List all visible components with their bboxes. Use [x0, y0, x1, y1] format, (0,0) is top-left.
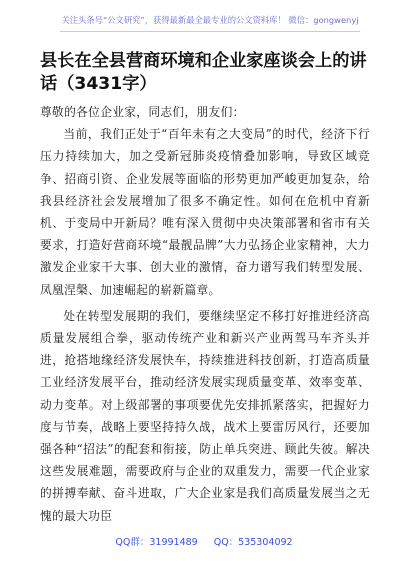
page-header	[60, 8, 360, 32]
salutation: 尊敬的各位企业家，同志们，朋友们：	[40, 105, 245, 119]
document-body	[40, 101, 370, 527]
page-footer	[0, 534, 408, 548]
footer-qq-group: QQ群：31991489	[115, 537, 198, 548]
header-promo-text: 关注头条号“公文研究”，获得最新最全最专业的公文资料库！ 微信：gongwenyj	[61, 15, 359, 25]
document-title: 县长在全县营商环境和企业家座谈会上的讲话（3431字）	[40, 51, 367, 94]
paragraph: 处在转型发展期的我们，要继续坚定不移打好推进经济高质量发展组合拳，驱动传统产业和新兴产业两驾马车齐头并进，抢搭地缘经济发展快车，持续推进科技创新，打造高质量工业经济发展平台，推动经济发展实现质量变革、效率变革、动力变革。对上级部署的事项要优先安排抓紧落实，把握好力度与节奏，战略上要坚持持久战，战术上要雷厉风行，还要加强各种“招法”的配套和衔接，防止单兵突进、顾此失彼。解决这些发展难题，需要政府与企业的双重发力，需要一代企业家的拼搏奉献、奋斗进取，广大企业家是我们高质量发展当之无愧的最大功臣	[40, 308, 370, 523]
footer-qq-contact: QQ：535304092	[213, 537, 293, 548]
paragraph: 当前，我们正处于“百年未有之大变局”的时代，经济下行压力持续加大，加之受新冠肺炎疫情叠加影响，导致区域竞争、招商引资、企业发展等面临的形势更加严峻更加复杂，给我县经济社会发展增加了很多不确定性。如何在危机中育新机、于变局中开新局？唯有深入贯彻中央决策部署和省市有关要求，打造好营商环境“最靓品牌”大力弘扬企业家精神，大力激发企业家干大事、创大业的激情，奋力谱写我们转型发展、凤凰涅槃、加速崛起的崭新篇章。	[40, 127, 370, 297]
